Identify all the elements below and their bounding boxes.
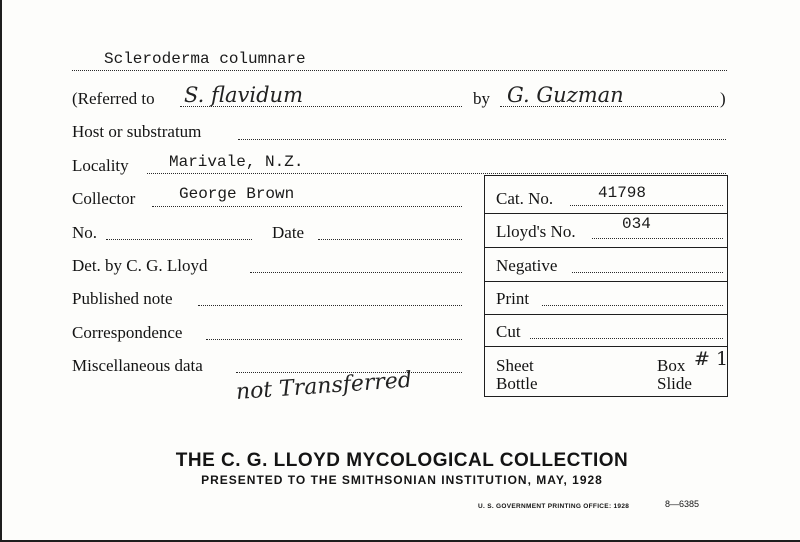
catalog-divider-5 bbox=[484, 346, 728, 347]
referred-close-paren: ) bbox=[720, 89, 726, 108]
negative-label: Negative bbox=[496, 256, 558, 275]
collector-value: George Brown bbox=[179, 185, 295, 203]
box-value: # 1 bbox=[694, 348, 729, 370]
catalog-divider-1 bbox=[484, 213, 728, 214]
referred-value: S. flavidum bbox=[184, 83, 303, 107]
cut-label: Cut bbox=[496, 322, 521, 341]
published-label: Published note bbox=[72, 289, 173, 308]
collector-label: Collector bbox=[72, 189, 136, 208]
date-label: Date bbox=[272, 223, 305, 242]
form-code: 8—6385 bbox=[665, 499, 700, 509]
lloyd-no-line bbox=[592, 238, 723, 239]
collector-line bbox=[152, 206, 462, 207]
negative-line bbox=[572, 272, 723, 273]
catalog-divider-2 bbox=[484, 247, 728, 248]
slide-label: Slide bbox=[657, 374, 692, 393]
referred-by-line bbox=[500, 106, 718, 107]
correspondence-label: Correspondence bbox=[72, 323, 183, 342]
locality-line bbox=[147, 173, 726, 174]
date-line bbox=[318, 239, 462, 240]
lloyd-no-label: Lloyd's No. bbox=[496, 222, 576, 241]
catalog-divider-4 bbox=[484, 314, 728, 315]
correspondence-line bbox=[206, 339, 462, 340]
locality-value: Marivale, N.Z. bbox=[169, 153, 304, 171]
specimen-name: Scleroderma columnare bbox=[104, 50, 306, 68]
cut-line bbox=[530, 338, 723, 339]
cat-no-line bbox=[570, 205, 723, 206]
locality-label: Locality bbox=[72, 156, 129, 175]
number-label: No. bbox=[72, 223, 98, 242]
number-line bbox=[106, 239, 252, 240]
referred-by-label: by bbox=[473, 89, 490, 108]
sheet-label: Sheet bbox=[496, 356, 534, 375]
specimen-name-line bbox=[72, 70, 727, 71]
misc-note: not Transferred bbox=[235, 367, 413, 405]
referred-line bbox=[180, 106, 462, 107]
bottle-label: Bottle bbox=[496, 374, 538, 393]
cat-no-label: Cat. No. bbox=[496, 189, 554, 208]
cat-no-value: 41798 bbox=[598, 184, 647, 202]
referred-by-value: G. Guzman bbox=[507, 83, 624, 107]
print-line bbox=[542, 305, 723, 306]
host-line bbox=[238, 139, 726, 140]
misc-label: Miscellaneous data bbox=[72, 356, 203, 375]
published-line bbox=[198, 305, 462, 306]
collection-title: THE C. G. LLOYD MYCOLOGICAL COLLECTION bbox=[175, 450, 629, 471]
determined-line bbox=[250, 272, 462, 273]
collection-subtitle: PRESENTED TO THE SMITHSONIAN INSTITUTION, MAY, 1928 bbox=[201, 473, 603, 487]
printing-office-note: U. S. GOVERNMENT PRINTING OFFICE: 1928 bbox=[478, 503, 630, 510]
box-label: Box bbox=[657, 356, 686, 375]
catalog-divider-3 bbox=[484, 281, 728, 282]
lloyd-no-value: 034 bbox=[622, 215, 651, 233]
host-label: Host or substratum bbox=[72, 122, 202, 141]
referred-label: (Referred to bbox=[72, 89, 155, 108]
determined-label: Det. by C. G. Lloyd bbox=[72, 256, 208, 275]
print-label: Print bbox=[496, 289, 530, 308]
